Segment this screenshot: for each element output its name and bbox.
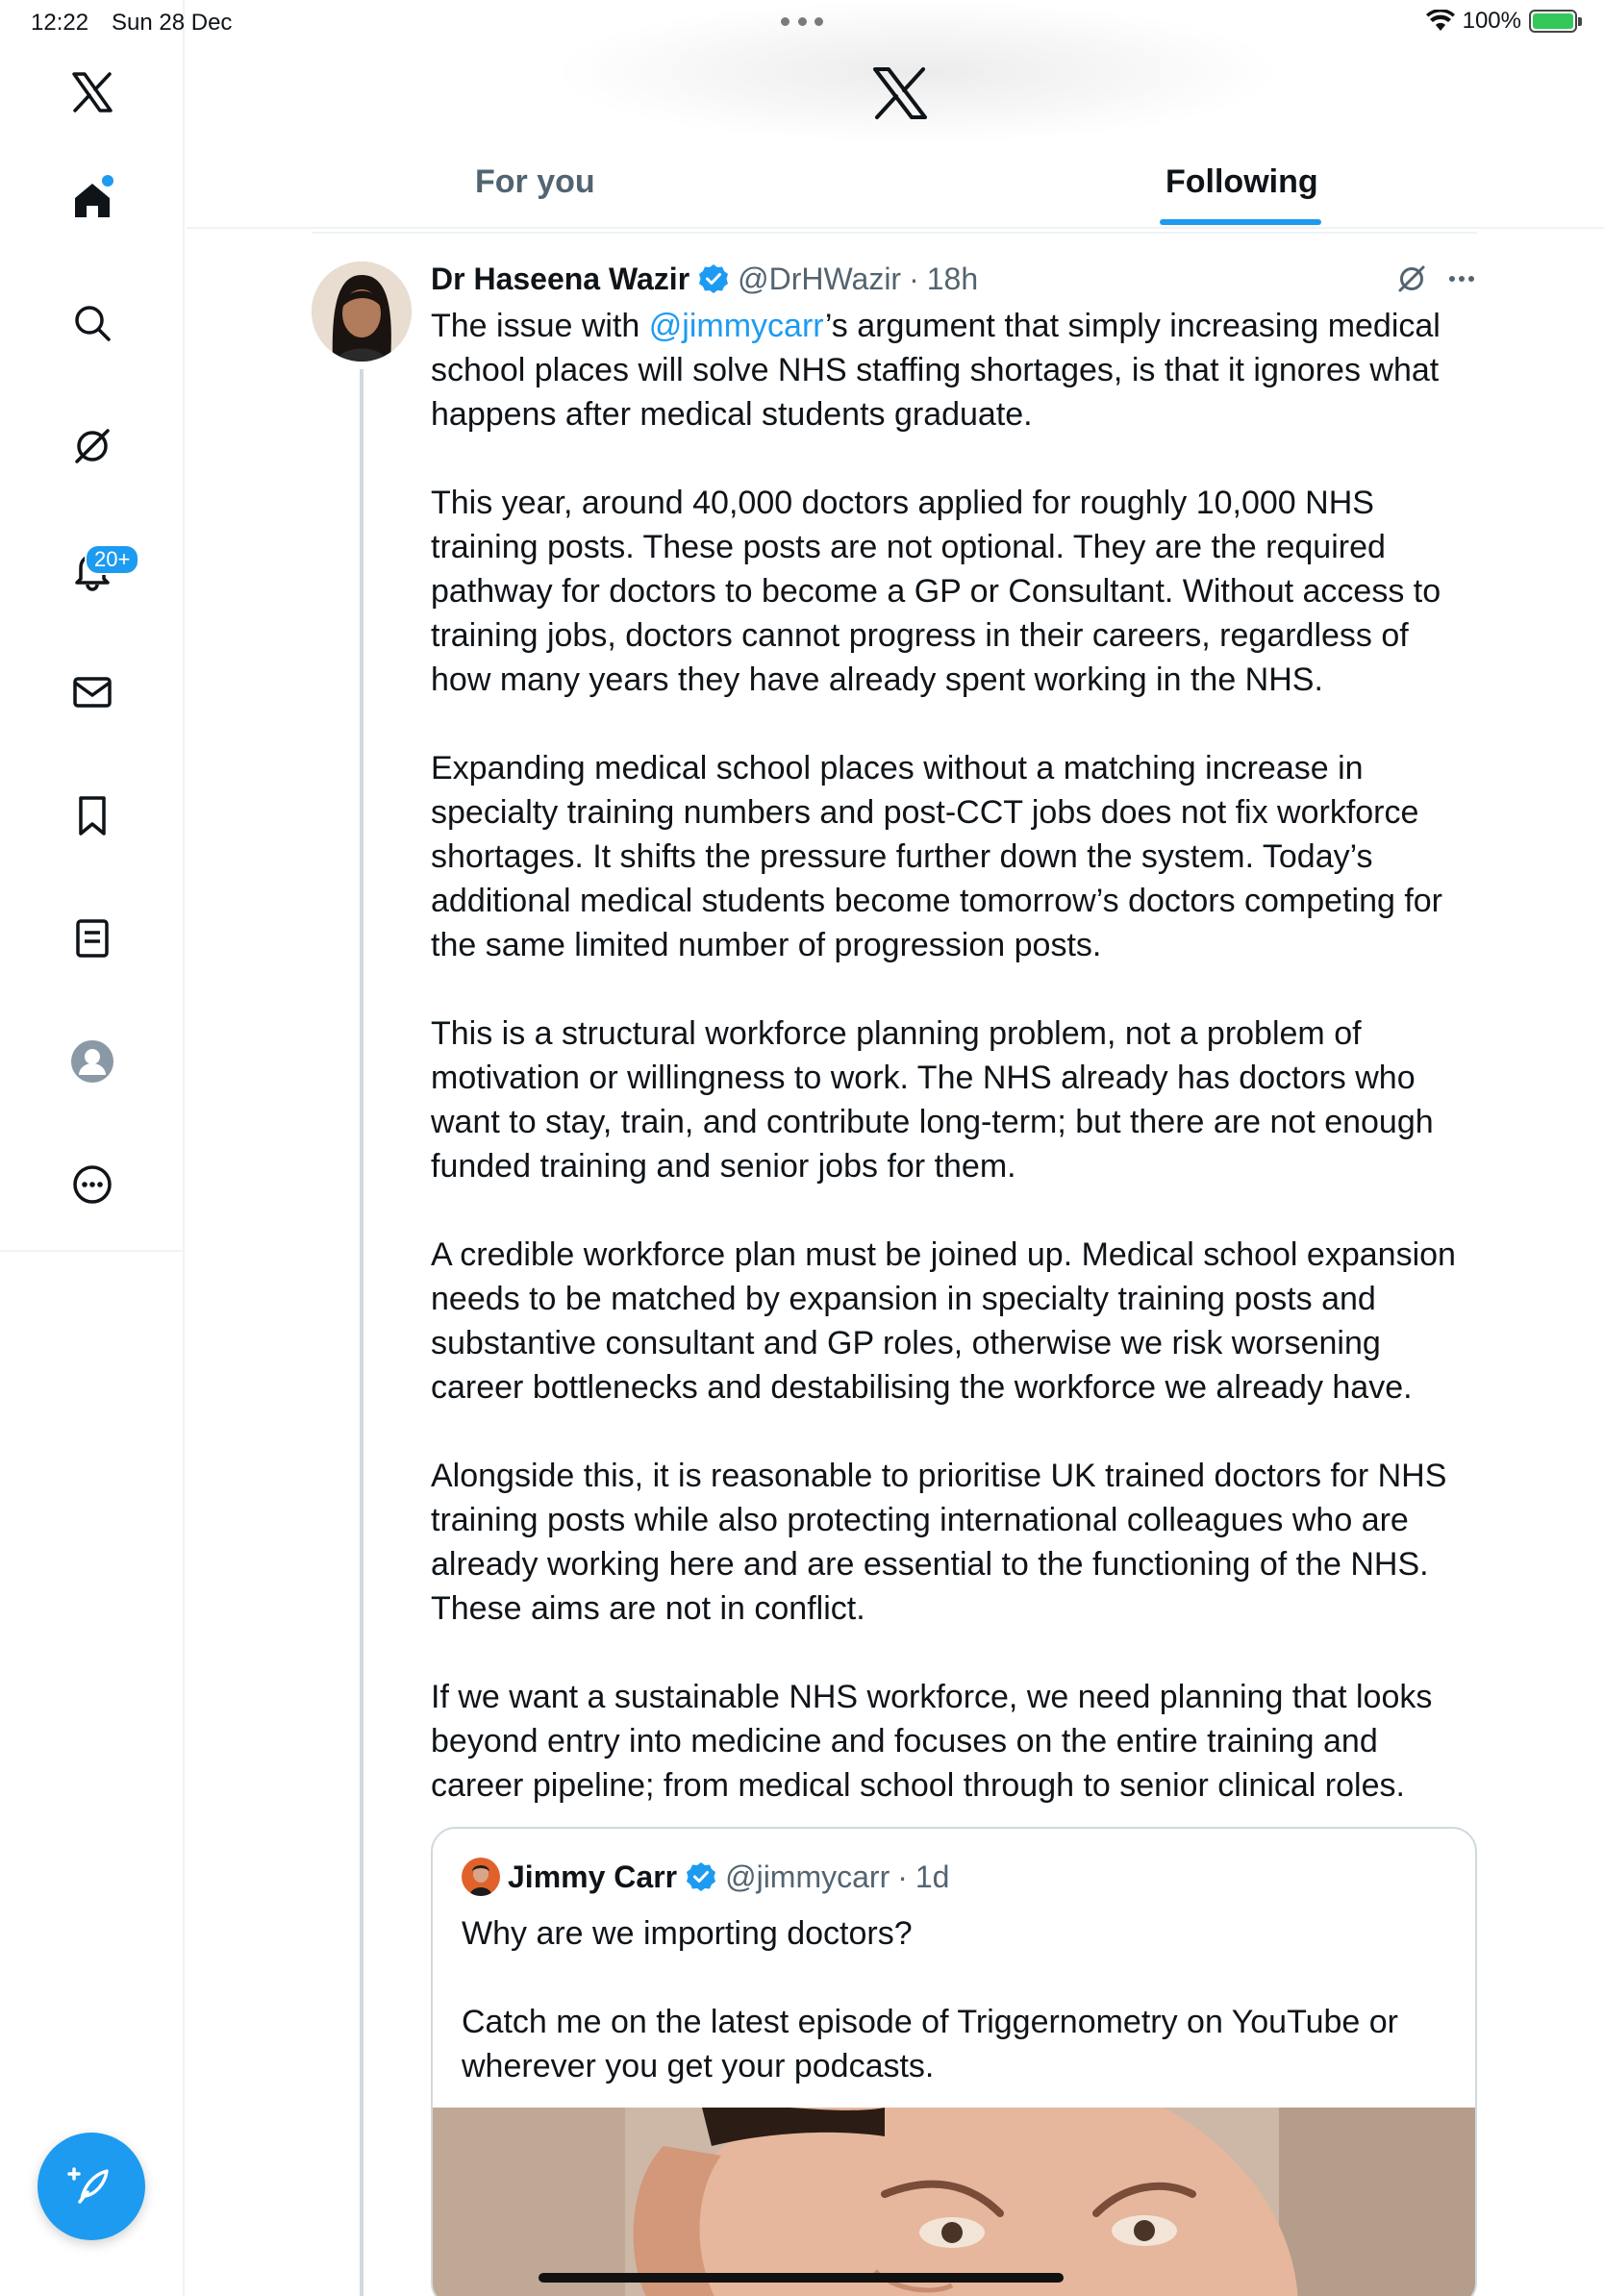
quote-author-handle: @jimmycarr	[725, 1859, 890, 1894]
quote-video-thumbnail[interactable]	[433, 2108, 1477, 2296]
mention-link[interactable]: @jimmycarr	[648, 308, 825, 344]
tweet-paragraph: A credible workforce plan must be joined up. Medical school expansion needs to be matched by expansion in specialty training posts and substantive consultant and GP roles, otherwise we risk worsening career bottlenecks and destabilising the workforce we already have.	[431, 1236, 1456, 1406]
quote-header	[462, 1854, 949, 1900]
envelope-icon[interactable]	[54, 654, 131, 731]
wifi-icon	[1426, 10, 1455, 33]
compose-feather-icon	[64, 2159, 118, 2213]
quote-text: Why are we importing doctors? Catch me on the latest episode of Triggernometry on YouTube or wherever you get your podcasts.	[462, 1915, 1398, 2084]
more-options-icon[interactable]	[1442, 260, 1481, 298]
separator-dot: ·	[897, 1859, 908, 1894]
quote-time: 1d	[915, 1859, 950, 1894]
home-indicator[interactable]	[539, 2273, 1064, 2283]
status-bar	[0, 0, 1604, 46]
home-icon[interactable]	[54, 162, 131, 238]
list-icon[interactable]	[54, 900, 131, 977]
author-handle[interactable]: @DrHWazir	[738, 261, 902, 296]
tweet-time[interactable]: 18h	[926, 261, 979, 296]
compose-button[interactable]	[38, 2133, 145, 2240]
tweet-paragraph: This is a structural workforce planning problem, not a problem of motivation or willingness to work. The NHS already has doctors who want to stay, train, and contribute long-term; but there are not enough funded training and senior jobs for them.	[431, 1015, 1434, 1185]
tab-following[interactable]: Following	[1165, 163, 1318, 200]
quote-author-name: Jimmy Carr	[508, 1859, 678, 1894]
header-divider	[187, 227, 1604, 229]
more-circle-icon[interactable]	[54, 1146, 131, 1223]
multitasking-dots-icon[interactable]	[781, 17, 823, 27]
battery-percent: 100%	[1462, 8, 1521, 34]
tweet-divider	[312, 232, 1477, 234]
sidebar	[0, 0, 185, 2296]
grok-icon[interactable]	[54, 408, 131, 485]
tweet-paragraph: If we want a sustainable NHS workforce, we need planning that looks beyond entry into medicine and focuses on the entire training and career pipeline; from medical school through to senior clinical roles.	[431, 1679, 1433, 1804]
quoted-tweet-card[interactable]	[431, 1827, 1477, 2296]
status-right	[1426, 8, 1577, 35]
search-icon[interactable]	[54, 285, 131, 362]
author-name[interactable]: Dr Haseena Wazir	[431, 261, 690, 296]
sidebar-divider	[0, 1250, 185, 1252]
quote-author-avatar	[462, 1858, 500, 1896]
tweet-paragraph: This year, around 40,000 doctors applied for roughly 10,000 NHS training posts. These posts are not optional. They are the required pathway for doctors to become a GP or Consultant. Without access to training jobs, doctors cannot progress in their careers, regardless of how many years they have already spent working in the NHS.	[431, 485, 1441, 698]
x-logo-icon[interactable]	[54, 54, 131, 131]
tab-for-you[interactable]: For you	[475, 163, 595, 200]
profile-avatar-icon[interactable]	[54, 1023, 131, 1100]
home-unread-dot	[102, 175, 113, 187]
grok-icon[interactable]	[1392, 260, 1431, 298]
tweet-paragraph: Expanding medical school places without a matching increase in specialty training numbers and post-CCT jobs does not fix workforce shortages. It shifts the pressure further down the system. Today’s additional medical students become tomorrow’s doctors competing for the same limited number of progression posts.	[431, 750, 1443, 963]
x-logo-icon[interactable]	[869, 65, 931, 121]
thread-line	[360, 369, 363, 2296]
status-time: 12:22	[31, 10, 89, 36]
tweet-paragraph: Alongside this, it is reasonable to prioritise UK trained doctors for NHS training posts while also protecting international colleagues who are already working here and are essential to the functioning of the NHS. These aims are not in conflict.	[431, 1458, 1447, 1627]
bookmark-icon[interactable]	[54, 777, 131, 854]
notification-badge: 20+	[85, 544, 139, 575]
status-date: Sun 28 Dec	[112, 10, 233, 36]
tweet-header	[431, 256, 978, 302]
verified-badge-icon	[697, 262, 730, 295]
tweet-paragraph: The issue with @jimmycarr’s argument that simply increasing medical school places will solve NHS staffing shortages, is that it ignores what happens after medical students graduate.	[431, 308, 1441, 433]
author-avatar[interactable]	[312, 262, 412, 362]
active-tab-indicator	[1160, 219, 1321, 225]
battery-icon	[1529, 10, 1577, 33]
tweet-text	[431, 304, 1489, 1852]
separator-dot: ·	[909, 261, 919, 296]
verified-badge-icon	[685, 1860, 717, 1893]
